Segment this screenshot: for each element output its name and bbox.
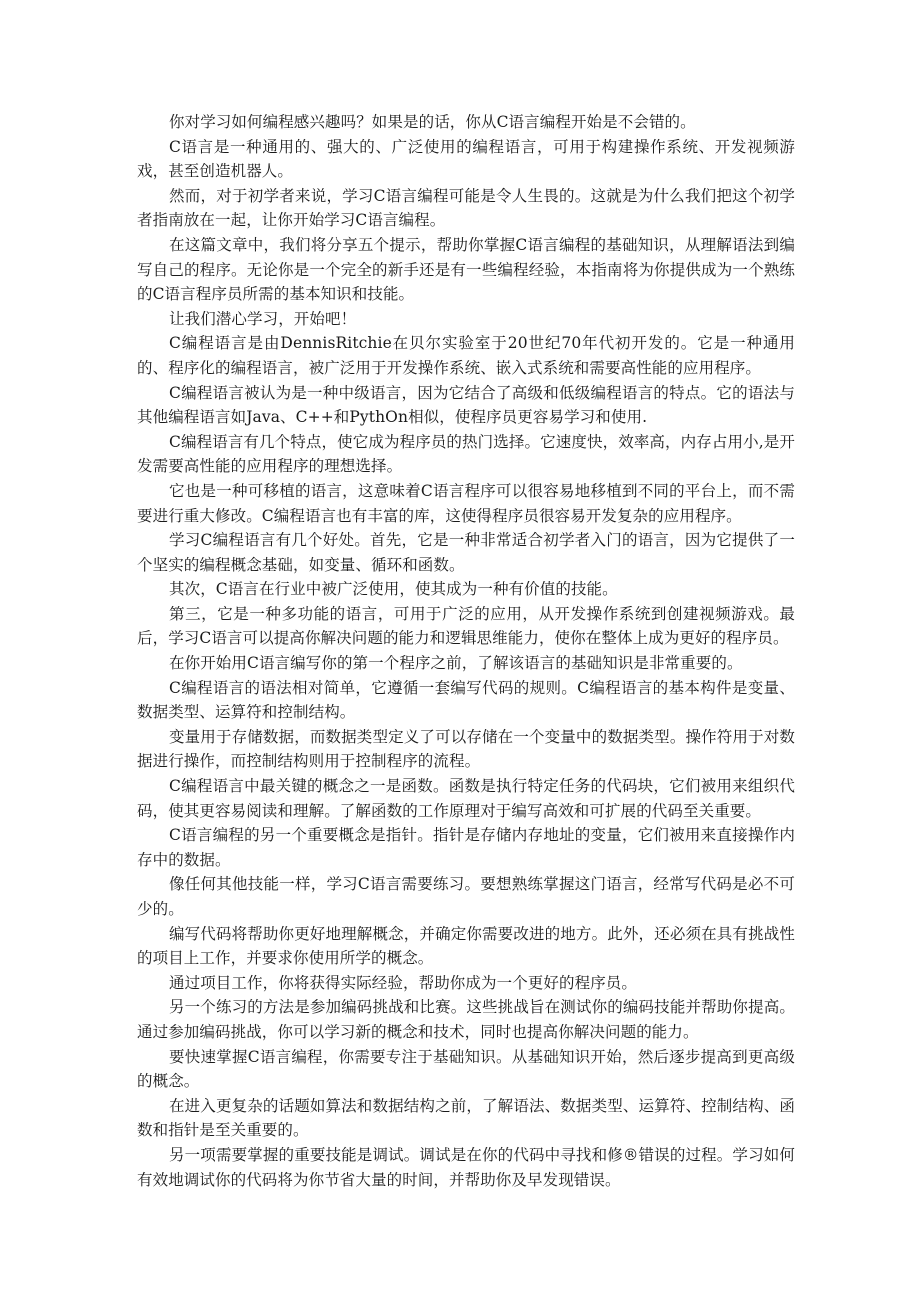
paragraph-1: 你对学习如何编程感兴趣吗？如果是的话，你从C语言编程开始是不会错的。 — [169, 113, 696, 131]
paragraph-23: 在进入更复杂的话题如算法和数据结构之前，了解语法、数据类型、运算符、控制结构、函数和指针是至关重要的。 — [137, 1096, 795, 1140]
paragraph-20: 通过项目工作，你将获得实际经验，帮助你成为一个更好的程序员。 — [169, 973, 638, 992]
paragraph-14: C编程语言的语法相对简单，它遵循一套编写代码的规则。C编程语言的基本构件是变量、数据类型、运算符和控制结构。 — [137, 678, 795, 722]
paragraph-11: 其次，C语言在行业中被广泛使用，使其成为一种有价值的技能。 — [169, 580, 618, 599]
paragraph-21: 另一个练习的方法是参加编码挑战和比赛。这些挑战旨在测试你的编码技能并帮助你提高。通过参加编码挑战，你可以学习新的概念和技术，同时也提高你解决问题的能力。 — [137, 998, 795, 1041]
paragraph-13: 在你开始用C语言编写你的第一个程序之前，了解该语言的基础知识是非常重要的。 — [169, 654, 743, 673]
paragraph-2: C语言是一种通用的、强大的、广泛使用的编程语言，可用于构建操作系统、开发视频游戏，甚至创造机器人。 — [137, 137, 795, 181]
paragraph-17: C语言编程的另一个重要概念是指针。指针是存储内存地址的变量，它们被用来直接操作内存中的数据。 — [137, 826, 795, 869]
paragraph-8: C编程语言有几个特点，使它成为程序员的热门选择。它速度快，效率高，内存占用小,是开发需要高性能的应用程序的理想选择。 — [137, 432, 795, 476]
paragraph-19: 编写代码将帮助你更好地理解概念，并确定你需要改进的地方。此外，还必须在具有挑战性的项目上工作，并要求你使用所学的概念。 — [137, 924, 795, 968]
paragraph-24: 另一项需要掌握的重要技能是调试。调试是在你的代码中寻找和修®错误的过程。学习如何有效地调试你的代码将为你节省大量的时间，并帮助你及早发现错误。 — [137, 1145, 795, 1189]
paragraph-7: C编程语言被认为是一种中级语言，因为它结合了高级和低级编程语言的特点。它的语法与其他编程语言如Java、C++和PythOn相似，使程序员更容易学习和使用. — [137, 383, 795, 427]
article-body — [137, 110, 795, 1192]
paragraph-3: 然而，对于初学者来说，学习C语言编程可能是令人生畏的。这就是为什么我们把这个初学者指南放在一起，让你开始学习C语言编程。 — [137, 186, 795, 230]
paragraph-12: 第三，它是一种多功能的语言，可用于广泛的应用，从开发操作系统到创建视频游戏。最后，学习C语言可以提高你解决问题的能力和逻辑思维能力，使你在整体上成为更好的程序员。 — [137, 604, 795, 648]
paragraph-6: C编程语言是由DennisRitchie在贝尔实验室于20世纪70年代初开发的。它是一种通用的、程序化的编程语言，被广泛用于开发操作系统、嵌入式系统和需要高性能的应用程序。 — [137, 334, 795, 377]
paragraph-22: 要快速掌握C语言编程，你需要专注于基础知识。从基础知识开始，然后逐步提高到更高级的概念。 — [137, 1047, 795, 1091]
paragraph-16: C编程语言中最关键的概念之一是函数。函数是执行特定任务的代码块，它们被用来组织代码，使其更容易阅读和理解。了解函数的工作原理对于编写高效和可扩展的代码至关重要。 — [137, 777, 795, 820]
paragraph-5: 让我们潜心学习，开始吧！ — [169, 309, 357, 328]
paragraph-4: 在这篇文章中，我们将分享五个提示，帮助你掌握C语言编程的基础知识，从理解语法到编写自己的程序。无论你是一个完全的新手还是有一些编程经验，本指南将为你提供成为一个熟练的C语言程序员所需的基本知识和技能。 — [137, 235, 795, 304]
paragraph-18: 像任何其他技能一样，学习C语言需要练习。要想熟练掌握这门语言，经常写代码是必不可少的。 — [137, 875, 795, 918]
paragraph-10: 学习C编程语言有几个好处。首先，它是一种非常适合初学者入门的语言，因为它提供了一个坚实的编程概念基础，如变量、循环和函数。 — [137, 531, 795, 574]
paragraph-9: 它也是一种可移植的语言，这意味着C语言程序可以很容易地移植到不同的平台上，而不需要进行重大修改。C编程语言也有丰富的库，这使得程序员很容易开发复杂的应用程序。 — [137, 481, 795, 525]
paragraph-15: 变量用于存储数据，而数据类型定义了可以存储在一个变量中的数据类型。操作符用于对数据进行操作，而控制结构则用于控制程序的流程。 — [137, 727, 795, 771]
